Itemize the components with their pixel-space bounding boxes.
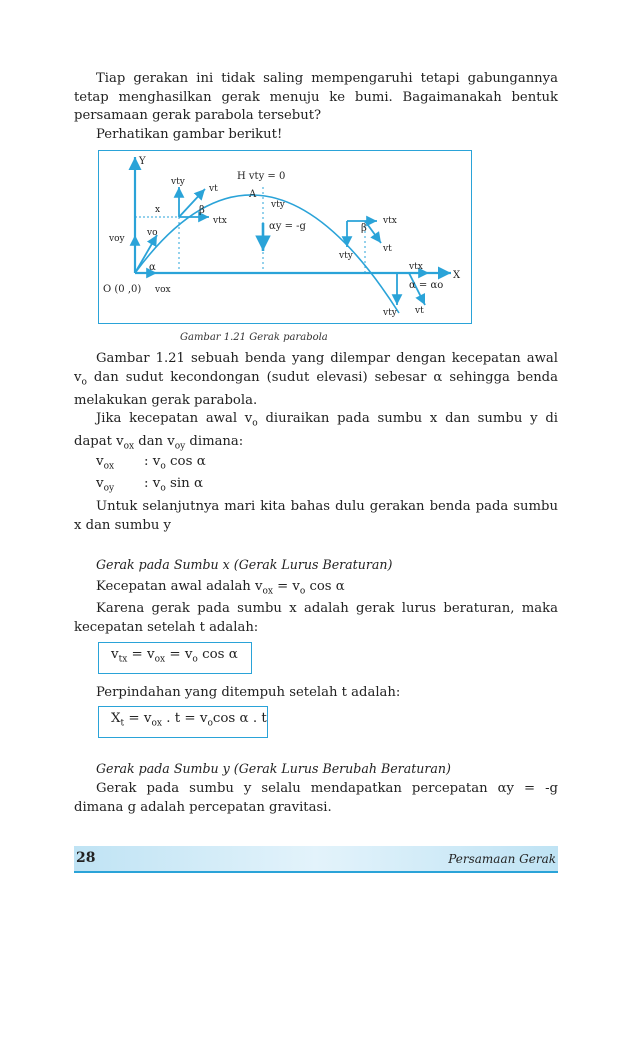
label-vty-3: vty (383, 308, 397, 318)
page-footer (74, 846, 558, 872)
figure-frame (98, 150, 472, 324)
footer-title: Persamaan Gerak (448, 852, 556, 866)
x-axis-label: X (453, 270, 461, 281)
vt2-arrow (365, 221, 381, 243)
parabola-diagram (99, 151, 470, 322)
figure-caption: Gambar 1.21 Gerak parabola (180, 332, 328, 343)
body-paragraph-5: Karena gerak pada sumbu x adalah gerak lurus beraturan, maka kecepatan setelah t adalah: (74, 601, 558, 635)
section-heading-x: Gerak pada Sumbu x (Gerak Lurus Beraturan) (96, 557, 393, 572)
body-paragraph-7: Gerak pada sumbu y selalu mendapatkan percepatan αy = -g dimana g adalah percepatan gravitasi. (74, 781, 558, 815)
label-voy: voy (109, 234, 125, 244)
label-vty-2: vty (339, 251, 353, 261)
label-ay: αy = -g (269, 221, 306, 232)
body-paragraph-2: Jika kecepatan awal $v_o$ diuraikan pada sumbu x dan sumbu y di dapat $v_{ox}$ dan $v_{oy}$ dimana: (74, 411, 558, 452)
instruction-paragraph: Perhatikan gambar berikut! (96, 127, 283, 142)
label-vt-2: vt (383, 244, 392, 254)
footer-rule (74, 871, 558, 873)
formula-box-xt: $X_t = v_{ox}$ . $t = v_o\cos$ α . t (98, 706, 268, 738)
trajectory-curve (135, 195, 399, 313)
label-vty-peak: vty (271, 200, 285, 210)
equation-vox: $v_{ox}$ : $v_o$ cos α (96, 454, 206, 472)
label-vt-3: vt (415, 306, 424, 316)
body-paragraph-6: Perpindahan yang ditempuh setelah t adalah: (96, 685, 401, 700)
label-vty-1: vty (171, 177, 185, 187)
label-beta-2: β (361, 223, 367, 234)
label-alpha-origin: α (149, 262, 156, 273)
label-vtx-2: vtx (383, 216, 397, 226)
intro-paragraph: Tiap gerakan ini tidak saling mempengaruhi tetapi gabungannya tetap menghasilkan gerak menuju ke bumi. Bagaimanakah bentuk persamaan gerak parabola tersebut? (74, 71, 558, 123)
label-vtx-3: vtx (409, 262, 423, 272)
page-number: 28 (76, 850, 96, 866)
label-beta-1: β (199, 205, 205, 216)
section-heading-y: Gerak pada Sumbu y (Gerak Lurus Berubah Beraturan) (96, 761, 451, 776)
label-vtx-1: vtx (213, 216, 227, 226)
label-x: x (155, 205, 161, 215)
label-alpha-eq: α = αo (409, 280, 444, 291)
formula-box-vtx: $v_{tx} = v_{ox} = v_o$ cos α (98, 642, 252, 674)
label-vo: vo (147, 228, 158, 238)
body-paragraph-1: Gambar 1.21 sebuah benda yang dilempar dengan kecepatan awal $v_o$ dan sudut kecondongan (sudut elevasi) sebesar α sehingga benda melakukan gerak parabola. (74, 351, 558, 408)
label-vt-1: vt (209, 184, 218, 194)
label-origin: O (0 ,0) (103, 284, 142, 295)
label-vox: vox (155, 285, 171, 295)
label-peak: H vty = 0 (237, 171, 286, 182)
label-A: A (249, 189, 257, 200)
y-axis-label: Y (139, 156, 146, 167)
body-paragraph-3: Untuk selanjutnya mari kita bahas dulu gerakan benda pada sumbu x dan sumbu y (74, 499, 558, 533)
equation-voy: $v_{oy}$ : $v_o$ sin α (96, 476, 204, 494)
body-paragraph-4: Kecepatan awal adalah $v_{ox} = v_o$ cos α (96, 579, 345, 597)
